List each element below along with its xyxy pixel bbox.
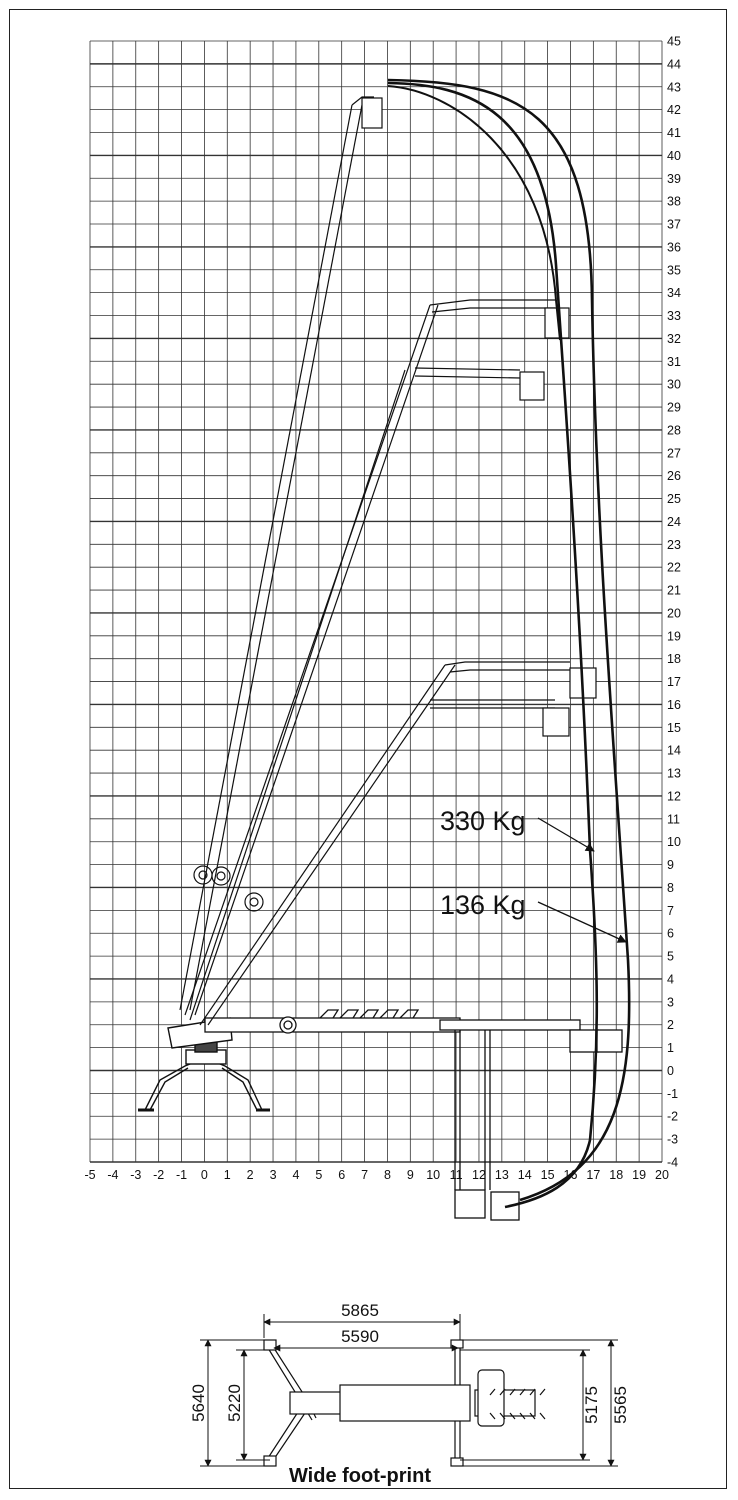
boom-horizontal	[205, 1010, 622, 1220]
y-tick-label: 44	[667, 57, 681, 72]
y-axis-ticks	[667, 35, 681, 1170]
y-tick-label: 33	[667, 309, 681, 324]
y-tick-label: 24	[667, 514, 681, 529]
y-tick-label: 39	[667, 171, 681, 186]
load-arrow-330	[538, 818, 594, 851]
x-tick-label: 3	[269, 1168, 277, 1182]
y-tick-label: 38	[667, 194, 681, 209]
x-tick-label: 1	[223, 1168, 231, 1182]
x-tick-label: -2	[153, 1168, 165, 1182]
load-label-330: 330 Kg	[440, 806, 526, 836]
x-tick-label: 10	[426, 1168, 441, 1182]
y-tick-label: 29	[667, 400, 681, 415]
x-tick-label: 9	[406, 1168, 414, 1182]
y-tick-label: 30	[667, 377, 681, 392]
y-tick-label: 43	[667, 80, 681, 95]
dim-left-outer-height: 5640	[189, 1384, 208, 1422]
x-tick-label: -3	[130, 1168, 142, 1182]
y-tick-label: 11	[667, 812, 680, 827]
x-tick-label: 2	[246, 1168, 254, 1182]
y-tick-label: 9	[667, 858, 674, 873]
dim-inner-width: 5590	[341, 1327, 379, 1346]
y-tick-label: 23	[667, 537, 681, 552]
y-tick-label: 3	[667, 995, 674, 1010]
x-tick-label: 8	[383, 1168, 391, 1182]
load-label-136: 136 Kg	[440, 890, 526, 920]
footprint-caption: Wide foot-print	[288, 1465, 432, 1487]
dim-overall-width: 5865	[341, 1301, 379, 1320]
x-tick-label: -1	[175, 1168, 188, 1182]
dim-right-outer-height: 5565	[611, 1386, 630, 1424]
envelope-330kg	[388, 83, 597, 1207]
y-tick-label: 5	[667, 949, 674, 964]
x-tick-label: 6	[338, 1168, 346, 1182]
y-tick-label: 12	[667, 789, 681, 804]
x-tick-label: -5	[84, 1168, 96, 1182]
y-tick-label: 14	[667, 743, 681, 758]
dim-right-inner-height: 5175	[582, 1386, 601, 1424]
y-tick-label: 37	[667, 217, 681, 232]
load-arrow-136	[538, 902, 626, 942]
y-tick-label: 16	[667, 697, 681, 712]
y-tick-label: 2	[667, 1018, 674, 1033]
y-tick-label: 32	[667, 331, 681, 346]
x-tick-label: 17	[586, 1168, 601, 1182]
y-tick-label: 1	[667, 1041, 674, 1056]
y-tick-label: -4	[667, 1155, 679, 1170]
y-tick-label: 42	[667, 103, 681, 118]
y-tick-label: 31	[667, 354, 681, 369]
x-tick-label: 12	[472, 1168, 486, 1182]
y-tick-label: -1	[667, 1086, 679, 1101]
y-tick-label: 35	[667, 263, 681, 278]
y-tick-label: 18	[667, 652, 681, 667]
y-tick-label: 45	[667, 34, 681, 49]
y-tick-label: 36	[667, 240, 681, 255]
y-tick-label: 6	[667, 926, 674, 941]
x-tick-label: 15	[540, 1168, 555, 1182]
x-tick-label: 0	[200, 1168, 208, 1182]
y-tick-label: 0	[667, 1063, 674, 1078]
y-tick-label: 7	[667, 903, 674, 918]
x-tick-label: 20	[655, 1168, 669, 1182]
y-tick-label: -3	[667, 1132, 679, 1147]
x-tick-label: 19	[632, 1168, 647, 1182]
y-tick-label: 10	[667, 835, 681, 850]
x-tick-label: 14	[517, 1168, 532, 1182]
y-tick-label: 15	[667, 720, 681, 735]
range-grid	[90, 41, 662, 1162]
x-tick-label: 13	[494, 1168, 509, 1182]
y-tick-label: 19	[667, 629, 681, 644]
y-tick-label: 22	[667, 560, 681, 575]
y-tick-label: 28	[667, 423, 681, 438]
x-tick-label: 7	[361, 1168, 369, 1182]
x-tick-label: -4	[107, 1168, 119, 1182]
y-tick-label: 41	[667, 126, 681, 141]
y-tick-label: 34	[667, 286, 681, 301]
x-tick-label: 18	[609, 1168, 624, 1182]
y-tick-label: 20	[667, 606, 681, 621]
footprint-plan	[264, 1340, 545, 1466]
y-tick-label: 4	[667, 972, 674, 987]
y-tick-label: 26	[667, 469, 681, 484]
x-tick-label: 5	[315, 1168, 323, 1182]
x-tick-label: 11	[449, 1168, 463, 1182]
y-tick-label: 27	[667, 446, 681, 461]
y-tick-label: 40	[667, 148, 681, 163]
y-tick-label: 25	[667, 492, 681, 507]
x-tick-label: 16	[563, 1168, 578, 1182]
dim-left-inner-height: 5220	[225, 1384, 244, 1422]
y-tick-label: 8	[667, 880, 674, 895]
y-tick-label: 21	[667, 583, 681, 598]
y-tick-label: 17	[667, 675, 681, 690]
boom-positions	[180, 97, 596, 1025]
x-axis-ticks	[84, 1168, 669, 1182]
y-tick-label: 13	[667, 766, 681, 781]
y-tick-label: -2	[667, 1109, 679, 1124]
x-tick-label: 4	[292, 1168, 300, 1182]
